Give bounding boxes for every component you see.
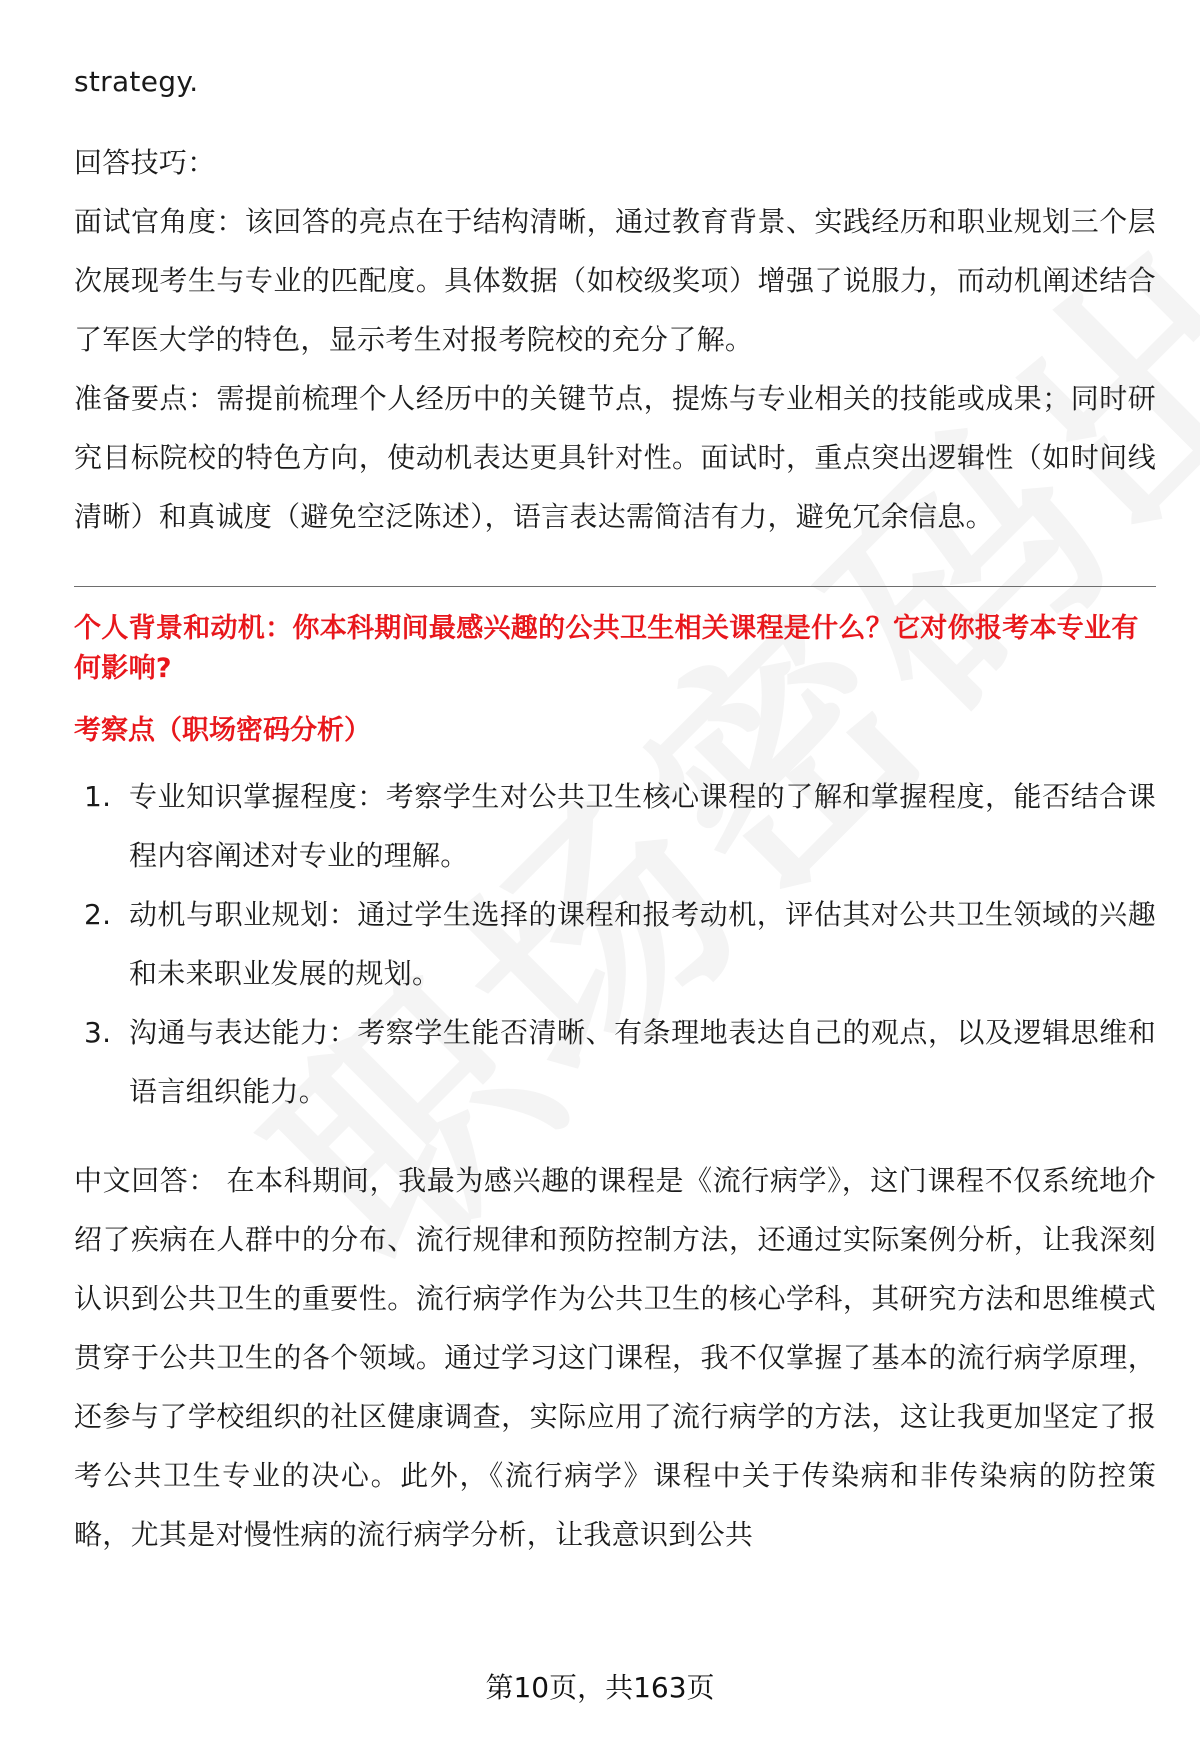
list-item (74, 1003, 1156, 1121)
assessment-heading: 考察点（职场密码分析） (74, 715, 371, 746)
list-item (74, 767, 1156, 885)
question-title: 个人背景和动机：你本科期间最感兴趣的公共卫生相关课程是什么？它对你报考本专业有何影响? (74, 613, 1139, 684)
list-item-number: 2. (84, 898, 112, 931)
list-item-text: 专业知识掌握程度：考察学生对公共卫生核心课程的了解和掌握程度，能否结合课程内容阐述对专业的理解。 (129, 780, 1156, 872)
chinese-answer-paragraph: 中文回答： 在本科期间，我最为感兴趣的课程是《流行病学》，这门课程不仅系统地介绍了疾病在人群中的分布、流行规律和预防控制方法，还通过实际案例分析，让我深刻认识到公共卫生的重要性。流行病学作为公共卫生的核心学科，其研究方法和思维模式贯穿于公共卫生的各个领域。通过学习这门课程，我不仅掌握了基本的流行病学原理，还参与了学校组织的社区健康调查，实际应用了流行病学的方法，这让我更加坚定了报考公共卫生专业的决心。此外，《流行病学》课程中关于传染病和非传染病的防控策略，尤其是对慢性病的流行病学分析，让我意识到公共 (74, 1164, 1156, 1551)
list-item (74, 885, 1156, 1003)
preparation-points-paragraph: 准备要点：需提前梳理个人经历中的关键节点，提炼与专业相关的技能或成果；同时研究目标院校的特色方向，使动机表达更具针对性。面试时，重点突出逻辑性（如时间线清晰）和真诚度（避免空泛陈述），语言表达需简洁有力，避免冗余信息。 (74, 382, 1156, 533)
list-item-text: 动机与职业规划：通过学生选择的课程和报考动机，评估其对公共卫生领域的兴趣和未来职业发展的规划。 (129, 898, 1156, 990)
tips-heading: 回答技巧： (74, 146, 216, 179)
list-item-text: 沟通与表达能力：考察学生能否清晰、有条理地表达自己的观点，以及逻辑思维和语言组织能力。 (129, 1016, 1156, 1108)
interviewer-view-paragraph: 面试官角度：该回答的亮点在于结构清晰，通过教育背景、实践经历和职业规划三个层次展现考生与专业的匹配度。具体数据（如校级奖项）增强了说服力，而动机阐述结合了军医大学的特色，显示考生对报考院校的充分了解。 (74, 205, 1156, 356)
spacer (74, 1121, 1156, 1151)
section-divider (74, 586, 1156, 587)
document-page (74, 52, 1156, 1564)
page-number-footer: 第10页，共163页 (485, 1671, 715, 1704)
continuation-text: strategy. (74, 65, 199, 98)
list-item-number: 1. (84, 780, 112, 813)
assessment-points-list (74, 767, 1156, 1121)
list-item-number: 3. (84, 1016, 112, 1049)
spacer (74, 111, 1156, 133)
